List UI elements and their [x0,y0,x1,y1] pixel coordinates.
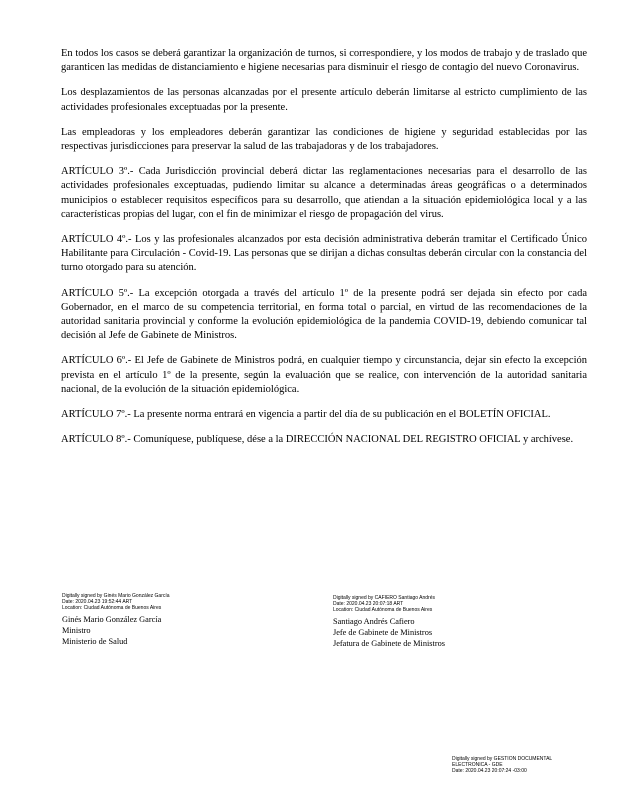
article-7: ARTÍCULO 7º.- La presente norma entrará en vigencia a partir del día de su publicación en el BOLETÍN OFICIAL. [61,409,551,421]
digital-signature-stamp [62,594,292,611]
signature-signer: Digitally signed by CAFIERO Santiago Andrés [333,595,435,601]
signature-signer: Digitally signed by GESTION DOCUMENTAL [452,756,553,762]
signature-block-minister-health [62,594,292,647]
article-5: ARTÍCULO 5º.- La excepción otorgada a través del artículo 1º de la presente podrá ser dejada sin efecto por cada Gobernador, en el marco de su competencia territorial, en forma total o parcial, en virtud de las recomendaciones de la autoridad sanitaria provincial y conforme la evolución epidemiológica de la pandemia COVID-19, debiendo comunicar tal decisión al Jefe de Gabinete de Ministros. [61,287,587,342]
signature-block-gde-system [452,757,602,774]
signature-date: Date: 2020.04.23 20:07:18 ART [333,600,404,607]
signature-signer: Digitally signed by Ginés Mario González García [62,593,170,599]
signatory-organization: Ministerio de Salud [62,636,128,646]
signature-date: Date: 2020.04.23 19:52:44 ART [62,598,133,605]
signature-location: Location: Ciudad Autónoma de Buenos Aires [62,604,162,611]
article-8: ARTÍCULO 8º.- Comuníquese, publíquese, dése a la DIRECCIÓN NACIONAL DEL REGISTRO OFICIAL y archívese. [61,434,574,446]
signatory-name: Ginés Mario González García [62,615,162,625]
signature-location: Location: Ciudad Autónoma de Buenos Aires [333,606,433,613]
signature-date: Date: 2020.04.23 20:07:24 -03:00 [452,767,527,774]
signatory-details [62,615,292,647]
signatory-role: Jefe de Gabinete de Ministros [333,627,433,637]
document-body [61,47,587,458]
signatory-organization: Jefatura de Gabinete de Ministros [333,638,445,648]
paragraph-desplazamientos: Los desplazamientos de las personas alcanzadas por el presente artículo deberán limitarse al estricto cumplimiento de las actividades profesionales exceptuadas por la presente. [61,87,587,113]
paragraph-distanciamiento: En todos los casos se deberá garantizar la organización de turnos, si correspondiere, y los modos de trabajo y de traslado que garanticen las medidas de distanciamiento e higiene necesarias para disminuir el riesgo de contagio del nuevo Coronavirus. [61,48,587,74]
article-4: ARTÍCULO 4º.- Los y las profesionales alcanzados por esta decisión administrativa deberán tramitar el Certificado Único Habilitante para Circulación - Covid-19. Las personas que se dirijan a dichas consultas deberán circular con la constancia del turno otorgado para su atención. [61,234,587,274]
digital-signature-stamp [333,596,563,613]
digital-signature-stamp [452,757,602,774]
signatory-name: Santiago Andrés Cafiero [333,617,415,627]
signature-block-chief-of-cabinet [333,596,563,649]
article-3: ARTÍCULO 3º.- Cada Jurisdicción provincial deberá dictar las reglamentaciones necesarias para el desarrollo de las actividades profesionales exceptuadas, pudiendo limitar su alcance a determinadas áreas geográficas o a determinados municipios o establecer requisitos específicos para su desarrollo, que atiendan a la situación epidemiológica local y a las características propias del lugar, con el fin de minimizar el riesgo de propagación del virus. [61,166,587,220]
paragraph-higiene-seguridad: Las empleadoras y los empleadores deberán garantizar las condiciones de higiene y seguridad establecidas por las respectivas jurisdicciones para preservar la salud de las trabajadoras y de los trabajadores. [61,126,587,153]
article-6: ARTÍCULO 6º.- El Jefe de Gabinete de Ministros podrá, en cualquier tiempo y circunstancia, dejar sin efecto la excepción prevista en el artículo 1º de la presente, según la evaluación que se realice, con intervención de la autoridad sanitaria nacional, de la evolución de la situación epidemiológica. [61,355,587,395]
signatory-details [333,617,563,649]
signature-signer-continued: ELECTRONICA - GDE [452,761,503,768]
signatory-role: Ministro [62,625,91,635]
